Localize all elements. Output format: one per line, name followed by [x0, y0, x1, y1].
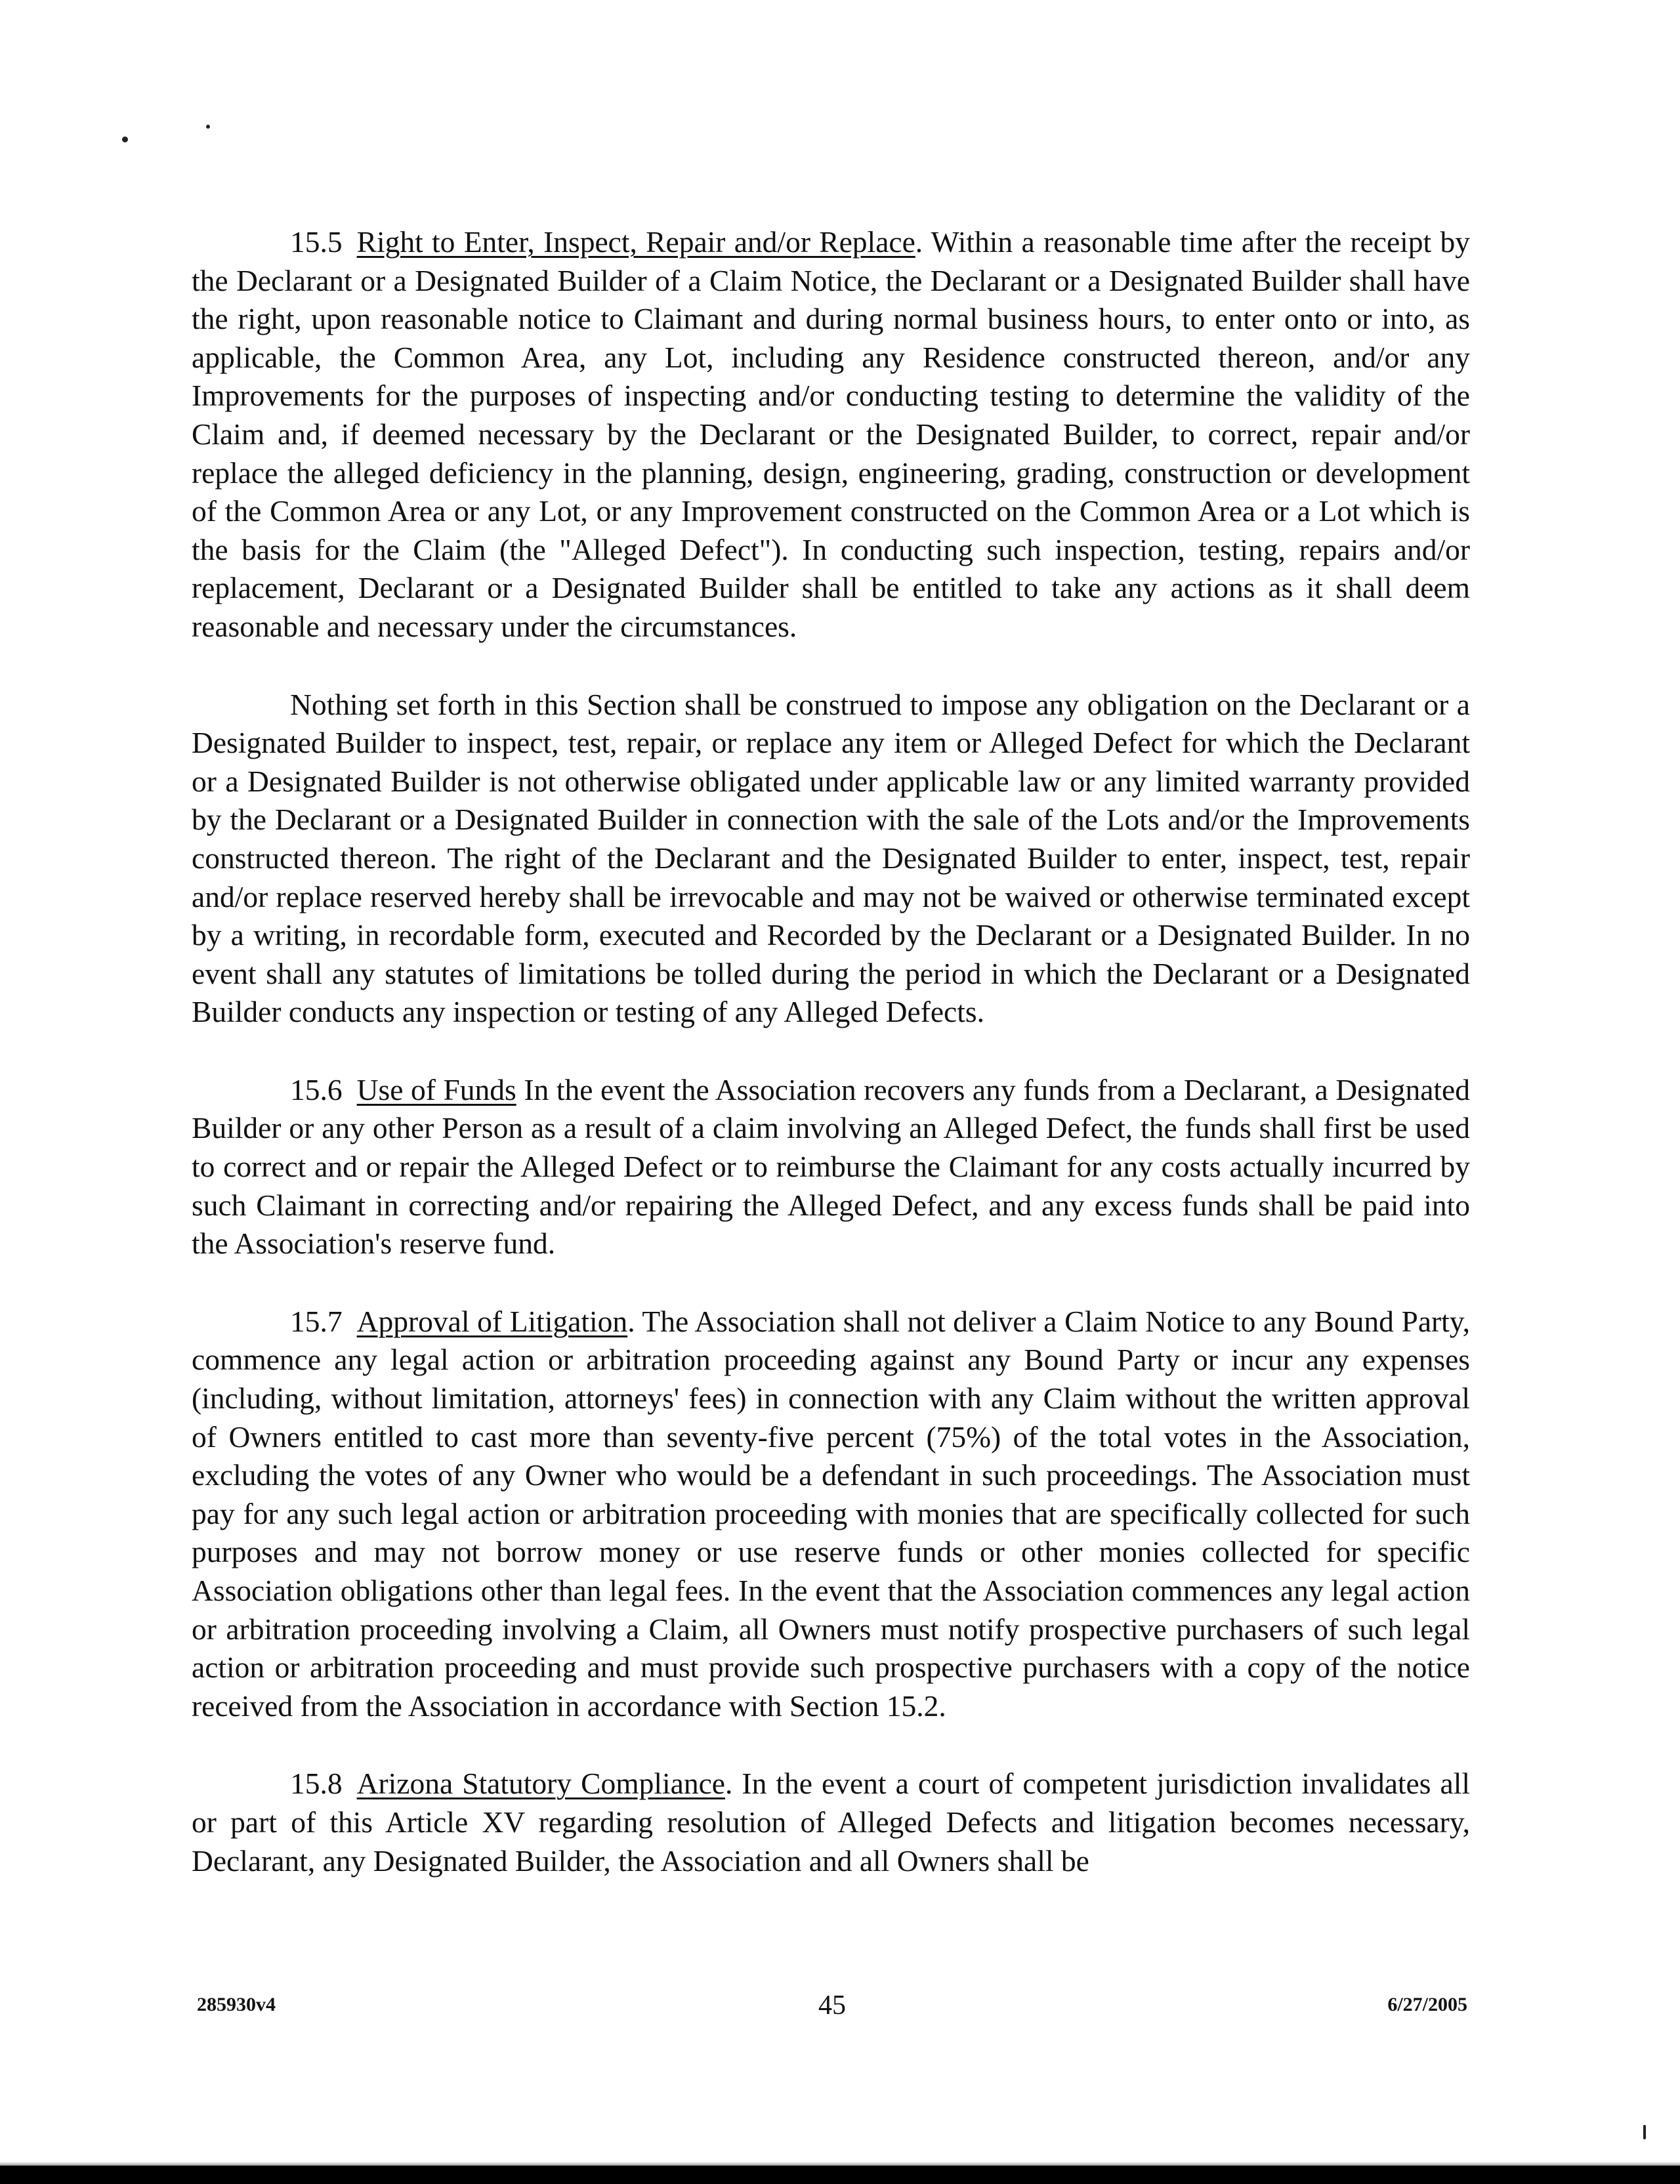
section-15-5-continuation — [192, 686, 1470, 1032]
page-footer — [197, 1990, 1467, 2023]
scan-speck — [1643, 2125, 1646, 2139]
document-id: 285930v4 — [197, 1994, 276, 2015]
page-number: 45 — [818, 1990, 846, 2021]
section-15-8 — [192, 1765, 1470, 1880]
section-title-suffix: . — [627, 1304, 635, 1338]
section-title: Approval of Litigation — [356, 1304, 628, 1338]
section-title: Use of Funds — [356, 1072, 516, 1106]
section-number: 15.6 — [290, 1072, 343, 1106]
section-15-5 — [192, 223, 1470, 646]
document-date: 6/27/2005 — [1387, 1994, 1467, 2015]
section-title-suffix: . — [724, 1767, 733, 1801]
section-text: In the event the Association recovers any funds from a Declarant, a Designated Builder or any other Person as a result of a claim involving an Alleged Defect, the funds shall first be used to correct and or repair the Alleged Defect or to reimburse the Claimant for any costs actually incurred by such Claimant in correcting and/or repairing the Alleged Defect, and any excess funds shall be paid into the Association's reserve fund. — [192, 1072, 1470, 1261]
scan-speck — [122, 136, 128, 142]
section-title: Arizona Statutory Compliance — [356, 1767, 725, 1801]
scan-bottom-edge — [0, 2166, 1680, 2184]
section-text: Within a reasonable time after the receipt by the Declarant or a Designated Builder of a Claim Notice, the Declarant or a Designated Builder shall have the right, upon reasonable notice to Claimant and during normal business hours, to enter onto or into, as applicable, the Common Area, any Lot, including any Residence constructed thereon, and/or any Improvements for the purposes of inspecting and/or conducting testing to determine the validity of the Claim and, if deemed necessary by the Declarant or the Designated Builder, to correct, repair and/or replace the alleged deficiency in the planning, design, engineering, grading, construction or development of the Common Area or any Lot, or any Improvement constructed on the Common Area or a Lot which is the basis for the Claim (the "Alleged Defect"). In conducting such inspection, testing, repairs and/or replacement, Declarant or a Designated Builder shall be entitled to take any actions as it shall deem reasonable and necessary under the circumstances. — [192, 225, 1470, 643]
section-title-suffix: . — [915, 225, 923, 259]
section-number: 15.5 — [290, 225, 343, 259]
scan-speck — [206, 125, 210, 129]
section-number: 15.8 — [290, 1767, 343, 1801]
section-text: The Association shall not deliver a Claim Notice to any Bound Party, commence any legal action or arbitration proceeding against any Bound Party or incur any expenses (including, without limitation, attorneys' fees) in connection with any Claim without the written approval of Owners entitled to cast more than seventy-five percent (75%) of the total votes in the Association, excluding the votes of any Owner who would be a defendant in such proceedings. The Association must pay for any such legal action or arbitration proceeding with monies that are specifically collected for such purposes and may not borrow money or use reserve funds or other monies collected for specific Association obligations other than legal fees. In the event that the Association commences any legal action or arbitration proceeding involving a Claim, all Owners must notify prospective purchasers of such legal action or arbitration proceeding and must provide such prospective purchasers with a copy of the notice received from the Association in accordance with Section 15.2. — [192, 1304, 1470, 1723]
section-text: In the event a court of competent jurisdiction invalidates all or part of this Article XV regarding resolution of Alleged Defects and litigation becomes necessary, Declarant, any Designated Builder, the Association and all Owners shall be — [192, 1767, 1470, 1878]
section-15-7 — [192, 1303, 1470, 1726]
section-number: 15.7 — [290, 1304, 343, 1338]
document-body — [192, 223, 1470, 1880]
paragraph-text: Nothing set forth in this Section shall be construed to impose any obligation on the Declarant or a Designated Builder to inspect, test, repair, or replace any item or Alleged Defect for which the Declarant or a Designated Builder is not otherwise obligated under applicable law or any limited warranty provided by the Declarant or a Designated Builder in connection with the sale of the Lots and/or the Improvements constructed thereon. The right of the Declarant and the Designated Builder to enter, inspect, test, repair and/or replace reserved hereby shall be irrevocable and may not be waived or otherwise terminated except by a writing, in recordable form, executed and Recorded by the Declarant or a Designated Builder. In no event shall any statutes of limitations be tolled during the period in which the Declarant or a Designated Builder conducts any inspection or testing of any Alleged Defects. — [192, 687, 1470, 1029]
section-title: Right to Enter, Inspect, Repair and/or Replace — [356, 225, 915, 259]
section-15-6 — [192, 1071, 1470, 1263]
